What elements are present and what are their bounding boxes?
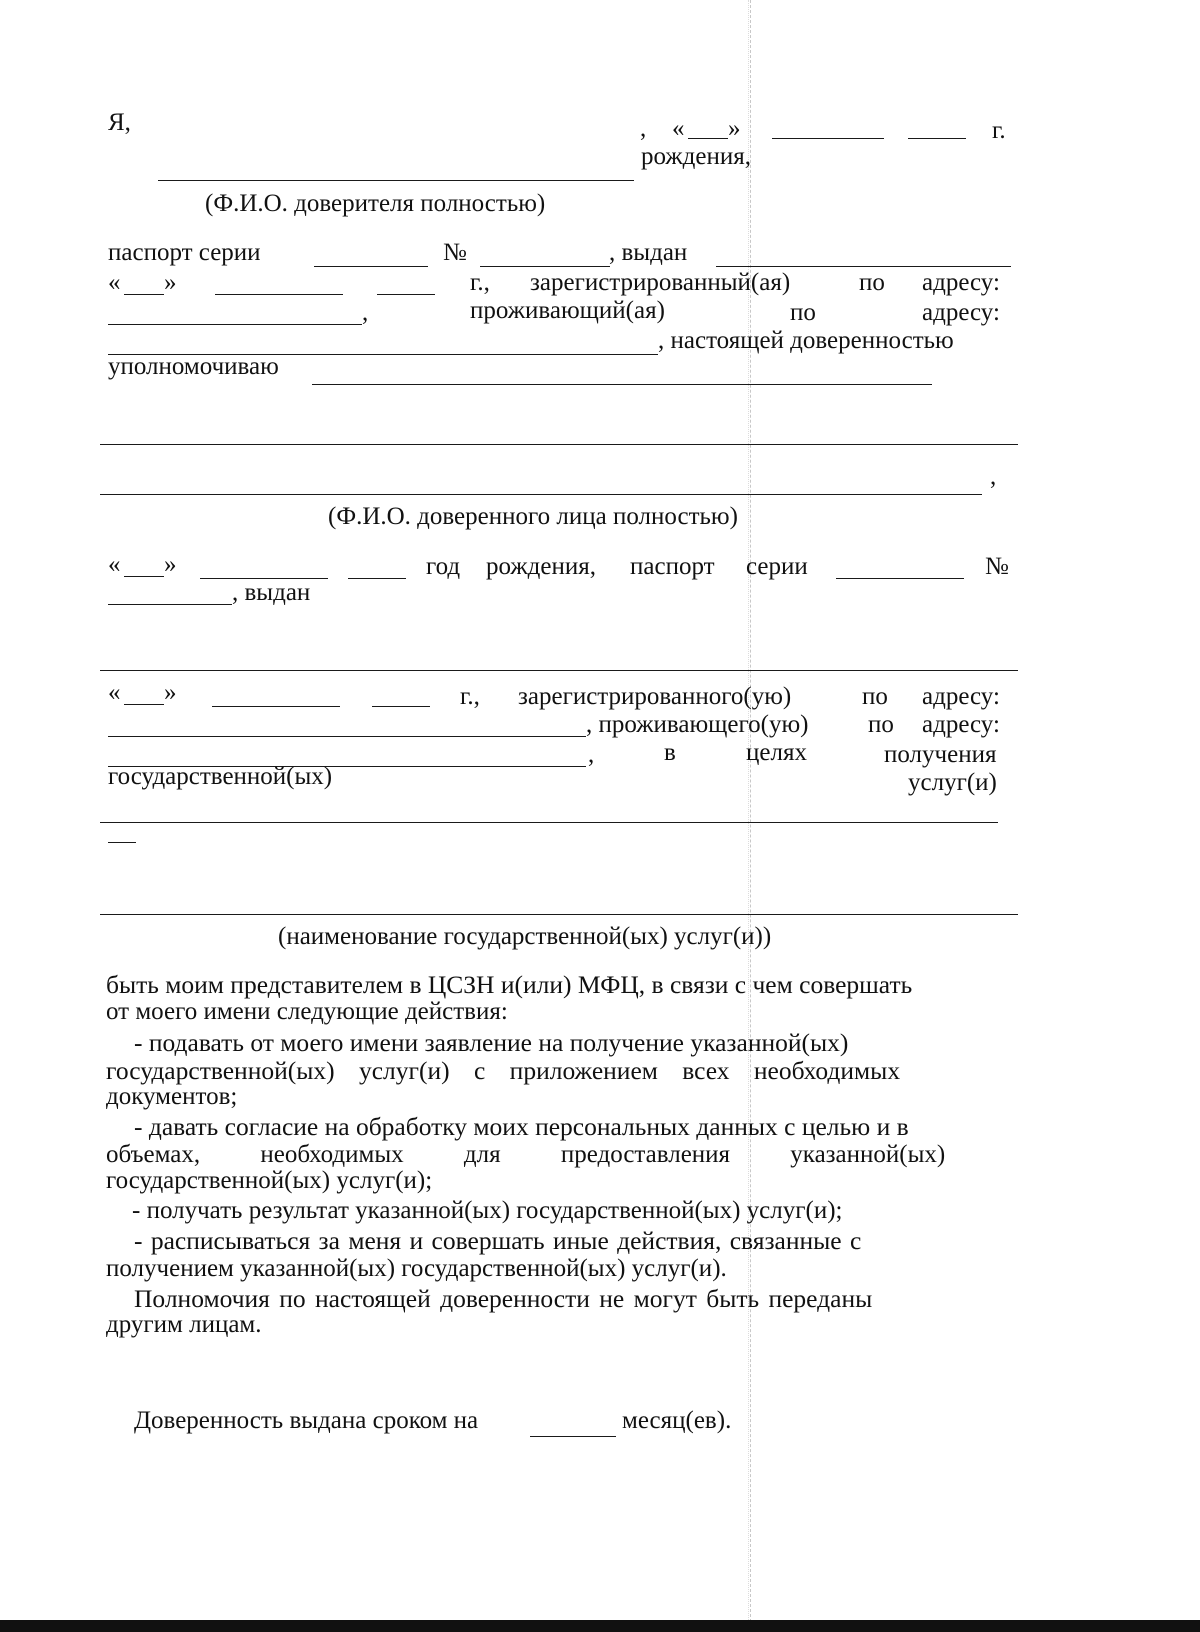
- blank-issued-by-1[interactable]: [716, 266, 1011, 267]
- blank-months[interactable]: [530, 1436, 616, 1437]
- body-line: от моего имени следующие действия:: [106, 998, 508, 1025]
- blank-day-1[interactable]: [688, 138, 728, 139]
- blank-passport-series-1[interactable]: [314, 266, 428, 267]
- text-po-2: по: [790, 299, 816, 326]
- text-rozhdeniya-2: рождения,: [486, 553, 596, 580]
- blank-attorney-name-3[interactable]: [100, 494, 982, 495]
- blank-service-name-3[interactable]: [100, 914, 1018, 915]
- body-line: объемах, необходимых для предоставления указанной(ых): [106, 1141, 946, 1168]
- text-num: №: [443, 239, 467, 266]
- scan-fold-line: [750, 0, 751, 1632]
- caption-service-name: (наименование государственной(ых) услуг(и)): [278, 923, 772, 950]
- text-vydan: , выдан: [609, 239, 688, 266]
- text-quote-close-2: »: [164, 269, 177, 296]
- text-adresu-4: адресу:: [922, 711, 1000, 738]
- text-polucheniya: получения: [884, 741, 997, 768]
- text-comma-3: ,: [588, 741, 595, 768]
- body-line: - расписываться за меня и совершать иные действия, связанные с: [134, 1226, 862, 1255]
- text-g-2: г.,: [470, 269, 490, 296]
- blank-service-name-2[interactable]: [108, 842, 136, 843]
- text-quote-close-3: »: [164, 551, 177, 578]
- text-tselyakh: целях: [746, 739, 807, 766]
- blank-year-3[interactable]: [348, 578, 406, 579]
- text-prozhivayushchiy: проживающий(ая): [470, 297, 665, 324]
- scan-bottom-edge: [0, 1620, 1200, 1632]
- text-quote-open-3: «: [108, 551, 121, 578]
- body-line: быть моим представителем в ЦСЗН и(или) МФЦ, в связи с чем совершать: [106, 970, 913, 999]
- text-comma-2: ,: [362, 299, 369, 326]
- text-gosudarstvennoy: государственной(ых): [108, 763, 333, 790]
- text-quote-open-4: «: [108, 679, 121, 706]
- text-zaregistrirovannogo: зарегистрированного(ую): [518, 683, 792, 710]
- text-g-3: г.,: [460, 683, 480, 710]
- text-adresu-3: адресу:: [922, 683, 1000, 710]
- blank-passport-series-2[interactable]: [836, 578, 964, 579]
- body-line: документов;: [106, 1083, 238, 1110]
- blank-year-2[interactable]: [377, 294, 435, 295]
- text-adresu-2: адресу:: [922, 299, 1000, 326]
- text-nastoyashchey: , настоящей доверенностью: [658, 327, 954, 354]
- text-po: по: [859, 269, 885, 296]
- blank-passport-number-2[interactable]: [108, 604, 232, 605]
- body-line: другим лицам.: [106, 1311, 262, 1338]
- blank-reg-address-1[interactable]: [108, 324, 362, 325]
- text-quote-open: «: [672, 115, 685, 142]
- text-quote-close-4: »: [164, 679, 177, 706]
- body-line: Полномочия по настоящей доверенности не могут быть переданы: [134, 1284, 873, 1313]
- blank-day-4[interactable]: [124, 704, 164, 705]
- blank-reg-address-2[interactable]: [108, 736, 586, 737]
- body-line: - подавать от моего имени заявление на получение указанной(ых): [134, 1028, 849, 1057]
- caption-attorney-name: (Ф.И.О. доверенного лица полностью): [328, 503, 738, 530]
- text-vydan-2: , выдан: [232, 579, 311, 606]
- text-quote-close: »: [728, 115, 741, 142]
- body-line: получением указанной(ых) государственной(ых) услуг(и).: [106, 1255, 727, 1282]
- body-line: - получать результат указанной(ых) государственной(ых) услуг(и);: [132, 1197, 843, 1224]
- blank-attorney-name-1[interactable]: [312, 384, 932, 385]
- blank-month-1[interactable]: [772, 138, 884, 139]
- text-serii: серии: [746, 553, 808, 580]
- blank-month-2[interactable]: [215, 294, 343, 295]
- text-prozhivayushchego: , проживающего(ую): [586, 711, 809, 738]
- caption-principal-name: (Ф.И.О. доверителя полностью): [205, 190, 546, 217]
- text-num-2: №: [985, 553, 1009, 580]
- blank-passport-number-1[interactable]: [480, 266, 610, 267]
- blank-year-4[interactable]: [372, 706, 430, 707]
- text-srok-before: Доверенность выдана сроком на: [134, 1407, 479, 1434]
- body-line: государственной(ых) услуг(и) с приложением всех необходимых: [106, 1056, 901, 1085]
- text-pasport: паспорт: [630, 553, 715, 580]
- text-adresu: адресу:: [922, 269, 1000, 296]
- blank-issued-by-2[interactable]: [100, 670, 1018, 671]
- blank-day-2[interactable]: [124, 294, 164, 295]
- text-rozhdeniya: рождения,: [641, 143, 751, 170]
- text-comma: ,: [640, 115, 647, 142]
- body-line: - давать согласие на обработку моих персональных данных с целью и в: [134, 1112, 909, 1141]
- body-line: государственной(ых) услуг(и);: [106, 1167, 433, 1194]
- text-v: в: [664, 739, 676, 766]
- text-upolnomochivayu: уполномочиваю: [108, 353, 279, 380]
- blank-service-name-1[interactable]: [100, 822, 998, 823]
- scan-fold-line-secondary: [748, 0, 749, 1632]
- text-ya: Я,: [108, 109, 131, 136]
- blank-day-3[interactable]: [124, 576, 164, 577]
- text-comma-end: ,: [990, 463, 997, 490]
- text-zaregistrirovanny: зарегистрированный(ая): [530, 269, 791, 296]
- blank-attorney-name-2[interactable]: [100, 444, 1018, 445]
- blank-month-4[interactable]: [212, 706, 340, 707]
- text-uslug: услуг(и): [908, 769, 997, 796]
- text-srok-after: месяц(ев).: [622, 1407, 732, 1434]
- text-god: год: [426, 553, 461, 580]
- text-g: г.: [992, 117, 1006, 144]
- blank-year-1[interactable]: [908, 138, 966, 139]
- text-po-3: по: [862, 683, 888, 710]
- text-pasport-serii: паспорт серии: [108, 239, 261, 266]
- blank-principal-name[interactable]: [158, 180, 634, 181]
- text-po-4: по: [868, 711, 894, 738]
- text-quote-open-2: «: [108, 269, 121, 296]
